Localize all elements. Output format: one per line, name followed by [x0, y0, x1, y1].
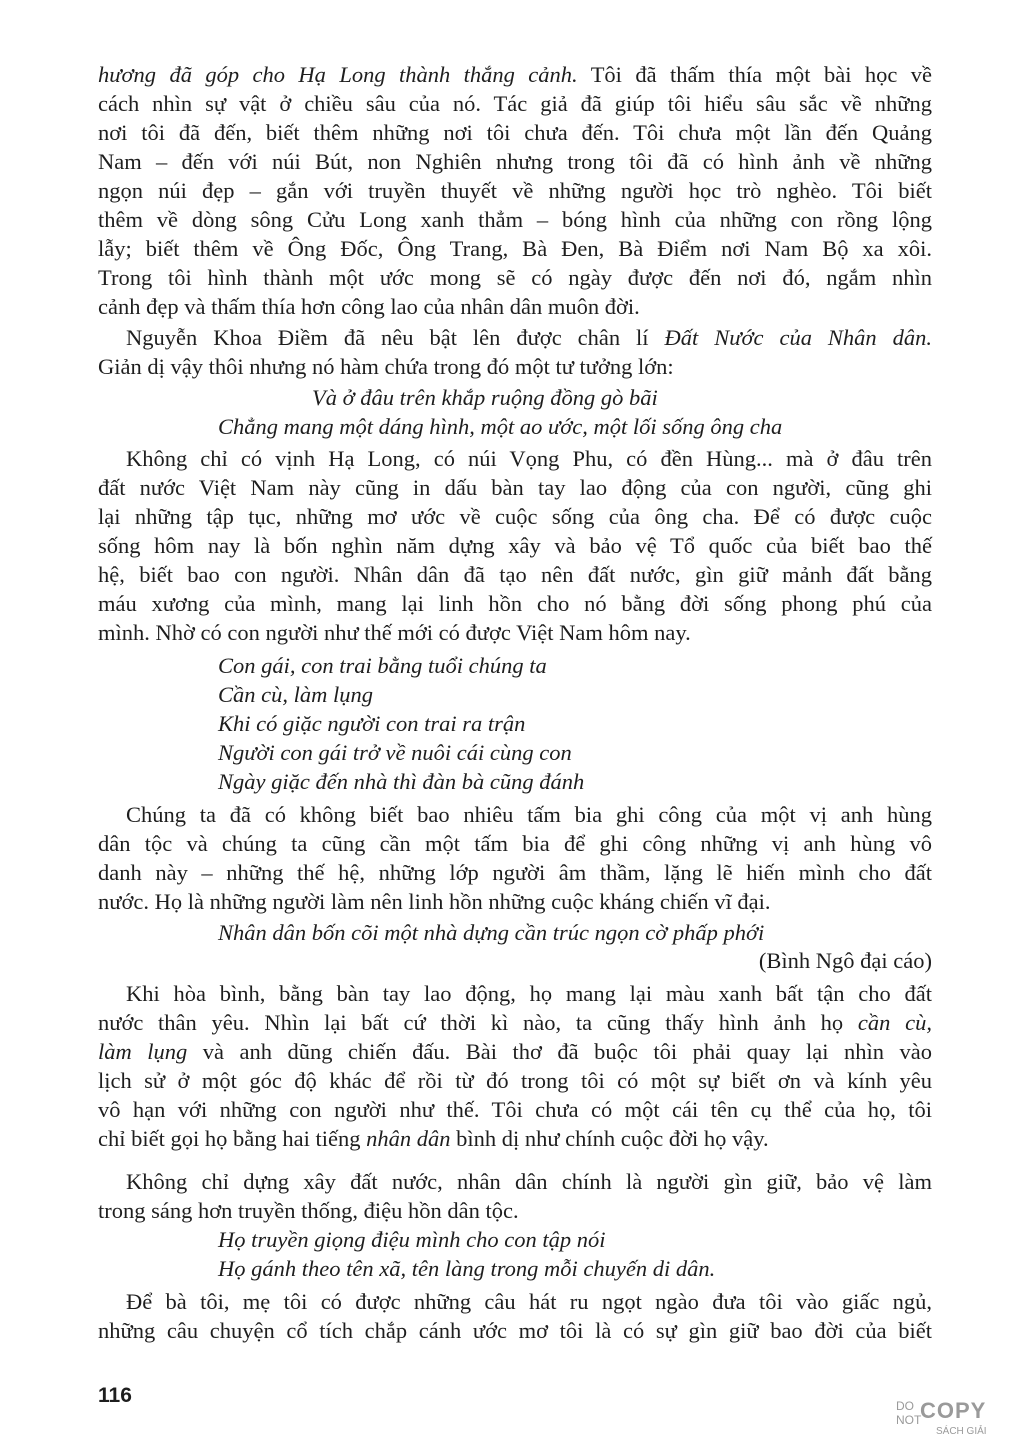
text-line: Không chỉ dựng xây đất nước, nhân dân chính là người gìn giữ, bảo vệ làm — [126, 1169, 932, 1194]
text-line: đất nước Việt Nam này cũng in dấu bàn tay lao động của con người, cũng ghi — [98, 475, 932, 500]
text-line: vô hạn với những con người như thế. Tôi chưa có một cái tên cụ thể của họ, tôi — [98, 1097, 932, 1122]
text-line: những câu chuyện cổ tích chắp cánh ước mơ tôi là có sự gìn giữ bao đời của biết — [98, 1318, 932, 1343]
text-line: Khi hòa bình, bằng bàn tay lao động, họ mang lại màu xanh bất tận cho đất — [126, 981, 932, 1006]
text-line: Chúng ta đã có không biết bao nhiêu tấm bia ghi công của một vị anh hùng — [126, 802, 932, 827]
text-line: hương đã góp cho Hạ Long thành thắng cảnh. Tôi đã thấm thía một bài học về — [98, 62, 932, 87]
watermark-brand: SÁCH GIẢI — [936, 1426, 987, 1437]
text-line: Trong tôi hình thành một ước mong sẽ có ngày được đến nơi đó, ngắm nhìn — [98, 265, 932, 290]
text-line: lẫy; biết thêm về Ông Đốc, Ông Trang, Bà Đen, Bà Điểm nơi Nam Bộ xa xôi. — [98, 236, 932, 261]
text-line: Không chỉ có vịnh Hạ Long, có núi Vọng Phu, có đền Hùng... mà ở đâu trên — [126, 446, 932, 471]
text-line: cảnh đẹp và thấm thía hơn công lao của nhân dân muôn đời. — [98, 294, 640, 319]
text-line: lịch sử ở một góc độ khác để rồi từ đó trong tôi có một sự biết ơn và kính yêu — [98, 1068, 932, 1093]
text-line: trong sáng hơn truyền thống, điệu hồn dân tộc. — [98, 1198, 519, 1223]
watermark-do: DO — [896, 1399, 914, 1413]
text-line: lại những tập tục, những mơ ước về cuộc sống của ông cha. Để có được cuộc — [98, 504, 932, 529]
text-line: hệ, biết bao con người. Nhân dân đã tạo nên đất nước, gìn giữ mảnh đất bằng — [98, 562, 932, 587]
citation: (Bình Ngô đại cáo) — [758, 948, 932, 973]
verse-line: Và ở đâu trên khắp ruộng đồng gò bãi — [312, 385, 658, 410]
text-line: thêm về dòng sông Cửu Long xanh thẳm – bóng hình của những con rồng lộng — [98, 207, 932, 232]
watermark-not: NOT — [896, 1413, 922, 1427]
verse-line: Họ gánh theo tên xã, tên làng trong mỗi chuyến di dân. — [218, 1256, 716, 1281]
verse-line: Ngày giặc đến nhà thì đàn bà cũng đánh — [218, 769, 585, 794]
watermark-copy: COPY — [920, 1398, 987, 1423]
text-line: chỉ biết gọi họ bằng hai tiếng nhân dân bình dị như chính cuộc đời họ vậy. — [98, 1126, 769, 1151]
verse-line: Chẳng mang một dáng hình, một ao ước, một lối sống ông cha — [218, 414, 783, 439]
page-number: 116 — [98, 1384, 132, 1407]
verse-line: Họ truyền giọng điệu mình cho con tập nói — [218, 1227, 606, 1252]
text-line: dân tộc và chúng ta cũng cần một tấm bia để ghi công những vị anh hùng vô — [98, 831, 932, 856]
text-line: nước. Họ là những người làm nên linh hồn những cuộc kháng chiến vĩ đại. — [98, 889, 771, 914]
verse-line: Khi có giặc người con trai ra trận — [218, 711, 526, 736]
verse-line: Nhân dân bốn cõi một nhà dựng cần trúc ngọn cờ phấp phới — [218, 920, 765, 945]
text-line: Để bà tôi, mẹ tôi có được những câu hát ru ngọt ngào đưa tôi vào giấc ngủ, — [126, 1289, 932, 1314]
text-line: Giản dị vậy thôi nhưng nó hàm chứa trong đó một tư tưởng lớn: — [98, 354, 674, 379]
watermark-logo — [896, 1398, 1006, 1442]
text-line: danh này – những thế hệ, những lớp người âm thầm, lặng lẽ hiến mình cho đất — [98, 860, 932, 885]
text-line: cách nhìn sự vật ở chiều sâu của nó. Tác giả đã giúp tôi hiểu sâu sắc về những — [98, 91, 932, 116]
text-line: nơi tôi đã đến, biết thêm những nơi tôi chưa đến. Tôi chưa một lần đến Quảng — [98, 120, 932, 145]
verse-line: Con gái, con trai bằng tuổi chúng ta — [218, 653, 547, 678]
verse-line: Cần cù, làm lụng — [218, 682, 373, 707]
text-line: Nguyễn Khoa Điềm đã nêu bật lên được chân lí Đất Nước của Nhân dân. — [126, 325, 932, 350]
text-line: ngọn núi đẹp – gắn với truyền thuyết về những người học trò nghèo. Tôi biết — [98, 178, 932, 203]
text-line: sống hôm nay là bốn nghìn năm dựng xây và bảo vệ Tổ quốc của biết bao thế — [98, 533, 932, 558]
text-line: mình. Nhờ có con người như thế mới có được Việt Nam hôm nay. — [98, 620, 691, 645]
text-line: nước thân yêu. Nhìn lại bất cứ thời kì nào, ta cũng thấy hình ảnh họ cần cù, — [98, 1010, 932, 1035]
verse-line: Người con gái trở về nuôi cái cùng con — [218, 740, 572, 765]
text-line: Nam – đến với núi Bút, non Nghiên nhưng trong tôi đã có hình ảnh về những — [98, 149, 932, 174]
text-line: làm lụng và anh dũng chiến đấu. Bài thơ đã buộc tôi phải quay lại nhìn vào — [98, 1039, 932, 1064]
text-line: máu xương của mình, mang lại linh hồn cho nó bằng đời sống phong phú của — [98, 591, 932, 616]
